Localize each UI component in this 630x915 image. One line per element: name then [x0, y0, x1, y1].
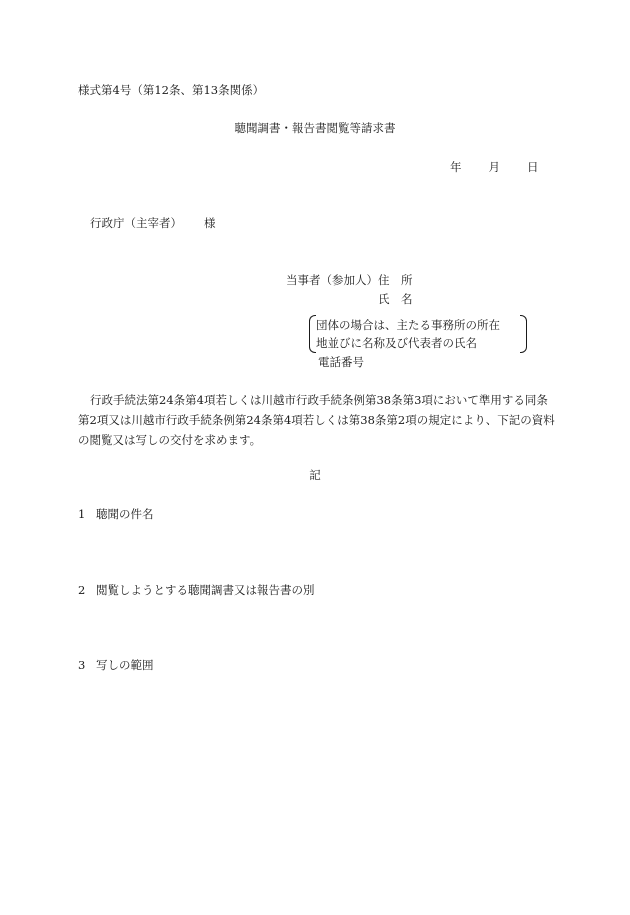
request-body-line3: の閲覧又は写しの交付を求めます。	[78, 433, 262, 447]
organization-note	[309, 314, 527, 354]
item-number: 1	[78, 507, 86, 521]
date-month-label: 月	[488, 160, 500, 174]
item-document-type	[78, 585, 315, 597]
item-label: 閲覧しようとする聴聞調書又は報告書の別	[96, 583, 315, 597]
organization-note-line2: 地並びに名称及び代表者の氏名	[316, 336, 477, 350]
date-day-label: 日	[527, 160, 539, 174]
record-heading: 記	[309, 468, 321, 482]
addressee-honorific: 様	[204, 216, 216, 230]
document-title: 聴聞調書・報告書閲覧等請求書	[234, 121, 396, 135]
item-label: 聴聞の件名	[96, 507, 154, 521]
request-body-line2: 第2項又は川越市行政手続条例第24条第4項若しくは第38条第2項の規定により、下記の資料	[78, 413, 555, 427]
item-copy-scope	[78, 660, 154, 672]
party-label: 当事者（参加人）	[286, 273, 378, 287]
name-label: 氏 名	[378, 292, 413, 306]
item-case-name	[78, 509, 154, 521]
date-year-label: 年	[450, 160, 462, 174]
addressee	[90, 218, 216, 230]
item-label: 写しの範囲	[96, 658, 154, 672]
address-label: 住 所	[378, 273, 413, 287]
item-number: 2	[78, 583, 86, 597]
organization-note-line1: 団体の場合は、主たる事務所の所在	[316, 318, 500, 332]
addressee-label: 行政庁（主宰者）	[90, 216, 182, 230]
phone-label: 電話番号	[318, 355, 364, 369]
request-body	[78, 390, 556, 450]
item-number: 3	[78, 658, 86, 672]
form-number: 様式第4号（第12条、第13条関係）	[78, 83, 265, 97]
date-line	[450, 162, 539, 174]
request-body-line1: 行政手続法第24条第4項若しくは川越市行政手続条例第38条第3項において準用する同条	[90, 393, 548, 407]
